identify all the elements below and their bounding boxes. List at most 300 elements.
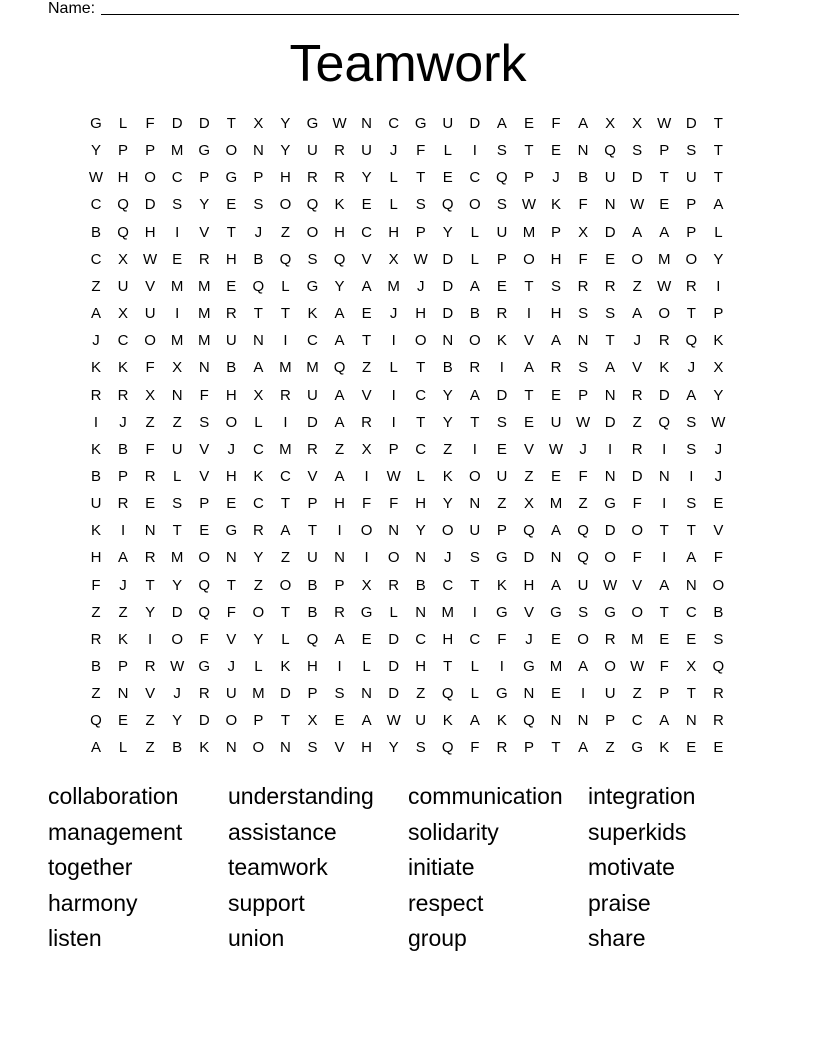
grid-letter[interactable]: F	[226, 603, 236, 621]
grid-letter[interactable]: D	[388, 685, 400, 703]
grid-letter[interactable]: R	[252, 522, 264, 540]
grid-letter[interactable]: W	[630, 658, 645, 675]
grid-letter[interactable]: E	[361, 196, 372, 214]
grid-letter[interactable]: A	[469, 712, 480, 730]
grid-letter[interactable]: W	[386, 467, 401, 485]
grid-letter[interactable]: T	[443, 658, 453, 675]
grid-letter[interactable]: K	[334, 196, 345, 214]
grid-letter[interactable]: A	[713, 196, 724, 214]
grid-letter[interactable]: P	[605, 712, 616, 730]
grid-letter[interactable]: A	[469, 386, 480, 404]
grid-letter[interactable]: S	[632, 142, 643, 160]
grid-letter[interactable]: A	[253, 359, 264, 377]
grid-letter[interactable]: Z	[145, 712, 155, 730]
grid-letter[interactable]: K	[442, 712, 453, 730]
grid-letter[interactable]: P	[578, 386, 589, 404]
grid-letter[interactable]: T	[686, 305, 696, 323]
grid-letter[interactable]: P	[686, 223, 697, 241]
grid-letter[interactable]: T	[713, 169, 723, 187]
grid-letter[interactable]: U	[361, 142, 373, 160]
grid-letter[interactable]: V	[361, 250, 372, 268]
grid-letter[interactable]: M	[170, 332, 184, 350]
grid-letter[interactable]: C	[252, 495, 264, 513]
grid-letter[interactable]: Y	[442, 495, 453, 513]
grid-letter[interactable]: X	[713, 359, 724, 377]
grid-letter[interactable]: Y	[280, 115, 291, 132]
grid-letter[interactable]: M	[170, 549, 184, 567]
grid-letter[interactable]: Z	[632, 685, 642, 703]
grid-letter[interactable]: D	[442, 277, 454, 295]
grid-letter[interactable]: M	[197, 305, 211, 323]
grid-letter[interactable]: I	[499, 359, 504, 377]
grid-letter[interactable]: T	[470, 413, 480, 431]
grid-letter[interactable]: D	[171, 115, 183, 132]
grid-letter[interactable]: Q	[685, 332, 698, 350]
grid-letter[interactable]: L	[254, 413, 263, 431]
grid-letter[interactable]: L	[254, 658, 263, 675]
grid-letter[interactable]: I	[283, 332, 288, 350]
grid-letter[interactable]: E	[334, 712, 345, 730]
grid-letter[interactable]: C	[361, 223, 373, 241]
grid-letter[interactable]: X	[253, 115, 264, 132]
grid-letter[interactable]: H	[225, 250, 237, 268]
grid-letter[interactable]: S	[172, 495, 183, 513]
grid-letter[interactable]: H	[415, 658, 427, 675]
grid-letter[interactable]: R	[469, 359, 481, 377]
grid-letter[interactable]: A	[334, 467, 345, 485]
grid-letter[interactable]: C	[469, 169, 481, 187]
grid-letter[interactable]: D	[388, 658, 400, 675]
grid-letter[interactable]: E	[361, 305, 372, 323]
grid-letter[interactable]: O	[225, 712, 238, 730]
grid-letter[interactable]: I	[120, 522, 126, 540]
grid-letter[interactable]: Z	[91, 603, 101, 621]
grid-letter[interactable]: W	[88, 169, 104, 187]
grid-letter[interactable]: S	[334, 685, 345, 703]
grid-letter[interactable]: P	[199, 169, 210, 187]
grid-letter[interactable]: R	[279, 386, 291, 404]
grid-letter[interactable]: Y	[253, 630, 264, 648]
grid-letter[interactable]: Z	[172, 413, 182, 431]
grid-letter[interactable]: G	[198, 658, 211, 675]
grid-letter[interactable]: Y	[172, 576, 183, 594]
grid-letter[interactable]: V	[307, 467, 318, 485]
grid-letter[interactable]: N	[117, 685, 129, 703]
grid-letter[interactable]: R	[631, 386, 643, 404]
grid-letter[interactable]: T	[307, 522, 318, 540]
grid-letter[interactable]: R	[117, 495, 129, 513]
grid-letter[interactable]: N	[361, 115, 373, 132]
grid-letter[interactable]: S	[307, 250, 318, 268]
grid-letter[interactable]: S	[578, 359, 589, 377]
grid-letter[interactable]: V	[361, 386, 372, 404]
grid-letter[interactable]: T	[686, 685, 696, 703]
grid-letter[interactable]: J	[714, 440, 723, 458]
grid-letter[interactable]: R	[144, 549, 156, 567]
grid-letter[interactable]: D	[171, 603, 183, 621]
grid-letter[interactable]: Y	[199, 196, 210, 214]
grid-letter[interactable]: O	[360, 522, 373, 540]
grid-letter[interactable]: G	[496, 685, 508, 703]
grid-letter[interactable]: F	[199, 630, 209, 648]
grid-letter[interactable]: U	[144, 305, 156, 323]
grid-letter[interactable]: K	[307, 305, 318, 323]
grid-letter[interactable]: Y	[713, 250, 724, 268]
grid-letter[interactable]: Z	[145, 413, 155, 431]
grid-letter[interactable]: Q	[712, 658, 725, 675]
grid-letter[interactable]: A	[632, 305, 643, 323]
grid-letter[interactable]: K	[551, 196, 562, 214]
grid-letter[interactable]: B	[442, 359, 453, 377]
grid-letter[interactable]: B	[307, 603, 318, 621]
grid-letter[interactable]: P	[199, 495, 210, 513]
grid-letter[interactable]: Q	[306, 196, 319, 214]
grid-letter[interactable]: W	[657, 277, 672, 295]
grid-letter[interactable]: H	[550, 250, 562, 268]
grid-letter[interactable]: K	[713, 332, 724, 350]
grid-letter[interactable]: J	[227, 658, 236, 675]
grid-letter[interactable]: Q	[441, 196, 454, 214]
grid-letter[interactable]: F	[389, 495, 399, 513]
grid-letter[interactable]: C	[252, 440, 264, 458]
grid-letter[interactable]: F	[578, 250, 588, 268]
grid-letter[interactable]: L	[281, 630, 290, 648]
grid-letter[interactable]: E	[226, 277, 237, 295]
grid-letter[interactable]: Y	[388, 739, 399, 757]
grid-letter[interactable]: S	[415, 739, 426, 757]
grid-letter[interactable]: E	[523, 413, 534, 431]
grid-letter[interactable]: L	[118, 115, 128, 132]
grid-letter[interactable]: Z	[280, 223, 290, 241]
grid-letter[interactable]: M	[197, 332, 211, 350]
grid-letter[interactable]: R	[604, 630, 616, 648]
grid-letter[interactable]: D	[523, 549, 535, 567]
grid-letter[interactable]: Z	[497, 495, 507, 513]
grid-letter[interactable]: X	[172, 359, 183, 377]
grid-letter[interactable]: D	[198, 712, 210, 730]
grid-letter[interactable]: T	[659, 522, 669, 540]
grid-letter[interactable]: N	[361, 685, 373, 703]
grid-letter[interactable]: T	[713, 115, 723, 132]
grid-letter[interactable]: T	[551, 739, 561, 757]
grid-letter[interactable]: L	[470, 658, 479, 675]
grid-letter[interactable]: P	[307, 495, 318, 513]
grid-letter[interactable]: V	[334, 739, 345, 757]
grid-letter[interactable]: Q	[90, 712, 102, 730]
grid-letter[interactable]: X	[118, 250, 129, 268]
grid-letter[interactable]: A	[686, 549, 697, 567]
grid-letter[interactable]: V	[713, 522, 724, 540]
grid-letter[interactable]: T	[280, 305, 290, 323]
grid-letter[interactable]: X	[307, 712, 318, 730]
grid-letter[interactable]: A	[551, 332, 562, 350]
grid-letter[interactable]: R	[307, 169, 318, 187]
grid-letter[interactable]: S	[578, 305, 589, 323]
grid-letter[interactable]: D	[469, 115, 481, 132]
grid-letter[interactable]: E	[659, 196, 670, 214]
grid-letter[interactable]: V	[523, 332, 534, 350]
grid-letter[interactable]: T	[713, 142, 723, 160]
grid-letter[interactable]: E	[686, 630, 697, 648]
grid-letter[interactable]: Q	[117, 196, 129, 214]
grid-letter[interactable]: B	[713, 603, 724, 621]
grid-letter[interactable]: N	[442, 332, 454, 350]
grid-letter[interactable]: F	[145, 359, 155, 377]
grid-letter[interactable]: I	[580, 685, 586, 703]
grid-letter[interactable]: W	[332, 115, 347, 132]
grid-letter[interactable]: V	[523, 440, 534, 458]
grid-letter[interactable]: E	[686, 739, 697, 757]
grid-letter[interactable]: D	[307, 413, 318, 431]
grid-letter[interactable]: I	[391, 386, 396, 404]
grid-letter[interactable]: R	[198, 250, 210, 268]
grid-letter[interactable]: I	[472, 142, 477, 160]
grid-letter[interactable]: O	[658, 305, 671, 323]
grid-letter[interactable]: N	[171, 386, 183, 404]
grid-letter[interactable]: I	[716, 277, 721, 295]
grid-letter[interactable]: T	[659, 603, 669, 621]
grid-letter[interactable]: T	[659, 169, 669, 187]
grid-letter[interactable]: T	[226, 223, 236, 241]
grid-letter[interactable]: T	[280, 712, 290, 730]
grid-letter[interactable]: G	[496, 603, 508, 621]
grid-letter[interactable]: D	[198, 115, 210, 132]
grid-letter[interactable]: L	[714, 223, 723, 241]
grid-letter[interactable]: G	[225, 522, 238, 540]
grid-letter[interactable]: I	[391, 413, 396, 431]
grid-letter[interactable]: N	[388, 522, 400, 540]
grid-letter[interactable]: L	[470, 685, 479, 703]
grid-letter[interactable]: T	[416, 169, 426, 187]
grid-letter[interactable]: Z	[362, 359, 372, 377]
grid-letter[interactable]: O	[685, 250, 698, 268]
grid-letter[interactable]: Z	[280, 549, 290, 567]
grid-letter[interactable]: C	[415, 440, 427, 458]
grid-letter[interactable]: Q	[496, 169, 508, 187]
grid-letter[interactable]: C	[388, 115, 400, 132]
grid-letter[interactable]: J	[714, 467, 723, 485]
grid-letter[interactable]: M	[387, 277, 400, 295]
grid-letter[interactable]: U	[307, 386, 318, 404]
grid-letter[interactable]: N	[523, 685, 535, 703]
grid-letter[interactable]: R	[334, 142, 345, 160]
grid-letter[interactable]: E	[605, 250, 616, 268]
grid-letter[interactable]: E	[226, 196, 237, 214]
grid-letter[interactable]: N	[550, 549, 562, 567]
grid-letter[interactable]: W	[386, 712, 401, 730]
grid-letter[interactable]: P	[118, 658, 129, 675]
grid-letter[interactable]: H	[550, 305, 562, 323]
grid-letter[interactable]: F	[362, 495, 372, 513]
grid-letter[interactable]: E	[523, 115, 534, 132]
grid-letter[interactable]: W	[711, 413, 726, 431]
grid-letter[interactable]: Q	[252, 277, 265, 295]
grid-letter[interactable]: U	[171, 440, 183, 458]
grid-letter[interactable]: R	[685, 277, 697, 295]
grid-letter[interactable]: S	[686, 440, 697, 458]
name-blank-line[interactable]	[101, 0, 739, 15]
grid-letter[interactable]: S	[578, 603, 589, 621]
grid-letter[interactable]: B	[90, 467, 101, 485]
grid-letter[interactable]: O	[225, 142, 238, 160]
grid-letter[interactable]: G	[225, 169, 238, 187]
grid-letter[interactable]: R	[631, 440, 643, 458]
grid-letter[interactable]: K	[659, 739, 670, 757]
grid-letter[interactable]: S	[199, 413, 210, 431]
grid-letter[interactable]: U	[415, 712, 427, 730]
grid-letter[interactable]: X	[523, 495, 534, 513]
grid-letter[interactable]: D	[604, 223, 616, 241]
grid-letter[interactable]: F	[632, 495, 642, 513]
grid-letter[interactable]: B	[172, 739, 183, 757]
grid-letter[interactable]: B	[226, 359, 237, 377]
grid-letter[interactable]: H	[225, 467, 237, 485]
grid-letter[interactable]: Y	[442, 413, 453, 431]
grid-letter[interactable]: X	[632, 115, 643, 132]
grid-letter[interactable]: A	[578, 739, 589, 757]
grid-letter[interactable]: B	[307, 576, 318, 594]
grid-letter[interactable]: D	[144, 196, 156, 214]
grid-letter[interactable]: D	[658, 386, 670, 404]
grid-letter[interactable]: J	[579, 440, 587, 458]
grid-letter[interactable]: S	[686, 495, 697, 513]
grid-letter[interactable]: A	[605, 359, 616, 377]
grid-letter[interactable]: H	[225, 386, 237, 404]
grid-letter[interactable]: X	[388, 250, 399, 268]
grid-letter[interactable]: U	[550, 413, 562, 431]
grid-letter[interactable]: A	[659, 223, 670, 241]
grid-letter[interactable]: X	[578, 223, 589, 241]
grid-letter[interactable]: P	[253, 712, 264, 730]
grid-letter[interactable]: A	[659, 712, 670, 730]
grid-letter[interactable]: O	[712, 576, 725, 594]
grid-letter[interactable]: X	[686, 658, 697, 675]
grid-letter[interactable]: U	[90, 495, 102, 513]
grid-letter[interactable]: U	[225, 685, 237, 703]
grid-letter[interactable]: R	[334, 169, 345, 187]
grid-letter[interactable]: E	[145, 495, 156, 513]
grid-letter[interactable]: N	[604, 467, 616, 485]
grid-letter[interactable]: T	[280, 495, 290, 513]
grid-letter[interactable]: U	[496, 223, 508, 241]
grid-letter[interactable]: I	[662, 495, 667, 513]
grid-letter[interactable]: H	[144, 223, 156, 241]
grid-letter[interactable]: O	[144, 169, 156, 187]
grid-letter[interactable]: X	[605, 115, 616, 132]
grid-letter[interactable]: J	[389, 142, 398, 160]
grid-letter[interactable]: T	[416, 413, 426, 431]
grid-letter[interactable]: C	[631, 712, 643, 730]
grid-letter[interactable]: J	[389, 305, 398, 323]
grid-letter[interactable]: O	[604, 549, 616, 567]
grid-letter[interactable]: U	[496, 467, 508, 485]
grid-letter[interactable]: Y	[145, 603, 156, 621]
grid-letter[interactable]: L	[118, 739, 128, 757]
grid-letter[interactable]: H	[279, 169, 291, 187]
grid-letter[interactable]: H	[334, 223, 345, 241]
grid-letter[interactable]: M	[549, 658, 563, 675]
grid-letter[interactable]: U	[307, 549, 318, 567]
grid-letter[interactable]: X	[145, 386, 156, 404]
grid-letter[interactable]: S	[415, 196, 426, 214]
grid-letter[interactable]: A	[578, 658, 589, 675]
grid-letter[interactable]: P	[253, 169, 264, 187]
grid-letter[interactable]: Y	[172, 712, 183, 730]
grid-letter[interactable]: E	[551, 685, 562, 703]
grid-letter[interactable]: N	[685, 576, 697, 594]
grid-letter[interactable]: O	[171, 630, 183, 648]
grid-letter[interactable]: C	[685, 603, 697, 621]
grid-letter[interactable]: I	[364, 467, 369, 485]
grid-letter[interactable]: H	[307, 658, 318, 675]
grid-letter[interactable]: N	[604, 386, 616, 404]
grid-letter[interactable]: E	[551, 630, 562, 648]
grid-letter[interactable]: J	[119, 576, 127, 594]
grid-letter[interactable]: O	[577, 630, 589, 648]
grid-letter[interactable]: L	[389, 603, 398, 621]
grid-letter[interactable]: Z	[145, 739, 155, 757]
grid-letter[interactable]: A	[90, 739, 101, 757]
grid-letter[interactable]: T	[470, 576, 480, 594]
grid-letter[interactable]: N	[415, 603, 427, 621]
grid-letter[interactable]: T	[226, 115, 236, 132]
grid-letter[interactable]: O	[387, 549, 400, 567]
grid-letter[interactable]: N	[415, 549, 427, 567]
grid-letter[interactable]: M	[279, 359, 292, 377]
grid-letter[interactable]: S	[253, 196, 264, 214]
grid-letter[interactable]: K	[90, 440, 101, 458]
grid-letter[interactable]: L	[362, 658, 371, 675]
grid-letter[interactable]: O	[279, 576, 292, 594]
grid-letter[interactable]: J	[92, 332, 100, 350]
grid-letter[interactable]: U	[469, 522, 481, 540]
grid-letter[interactable]: G	[604, 495, 616, 513]
grid-letter[interactable]: W	[603, 576, 618, 594]
grid-letter[interactable]: W	[170, 658, 185, 675]
grid-letter[interactable]: D	[279, 685, 291, 703]
grid-letter[interactable]: P	[551, 223, 562, 241]
grid-letter[interactable]: A	[632, 223, 643, 241]
grid-letter[interactable]: Y	[442, 223, 453, 241]
grid-letter[interactable]: V	[199, 467, 210, 485]
grid-letter[interactable]: W	[575, 413, 591, 431]
grid-letter[interactable]: F	[145, 115, 155, 132]
grid-letter[interactable]: P	[686, 196, 697, 214]
grid-letter[interactable]: O	[468, 332, 481, 350]
grid-letter[interactable]: S	[686, 142, 697, 160]
grid-letter[interactable]: G	[631, 739, 644, 757]
grid-letter[interactable]: F	[632, 549, 642, 567]
grid-letter[interactable]: Y	[361, 169, 372, 187]
grid-letter[interactable]: I	[391, 332, 396, 350]
grid-letter[interactable]: M	[170, 142, 184, 160]
grid-letter[interactable]: I	[608, 440, 613, 458]
grid-letter[interactable]: T	[524, 142, 534, 160]
grid-letter[interactable]: R	[712, 712, 724, 730]
grid-letter[interactable]: J	[525, 630, 533, 648]
grid-letter[interactable]: E	[442, 169, 453, 187]
grid-letter[interactable]: I	[662, 440, 667, 458]
grid-letter[interactable]: U	[577, 576, 589, 594]
grid-letter[interactable]: T	[145, 576, 155, 594]
grid-letter[interactable]: K	[442, 467, 453, 485]
grid-letter[interactable]: R	[334, 603, 345, 621]
grid-letter[interactable]: W	[548, 440, 564, 458]
grid-letter[interactable]: F	[659, 658, 669, 675]
grid-letter[interactable]: Q	[117, 223, 129, 241]
grid-letter[interactable]: V	[632, 576, 643, 594]
grid-letter[interactable]: K	[90, 522, 101, 540]
